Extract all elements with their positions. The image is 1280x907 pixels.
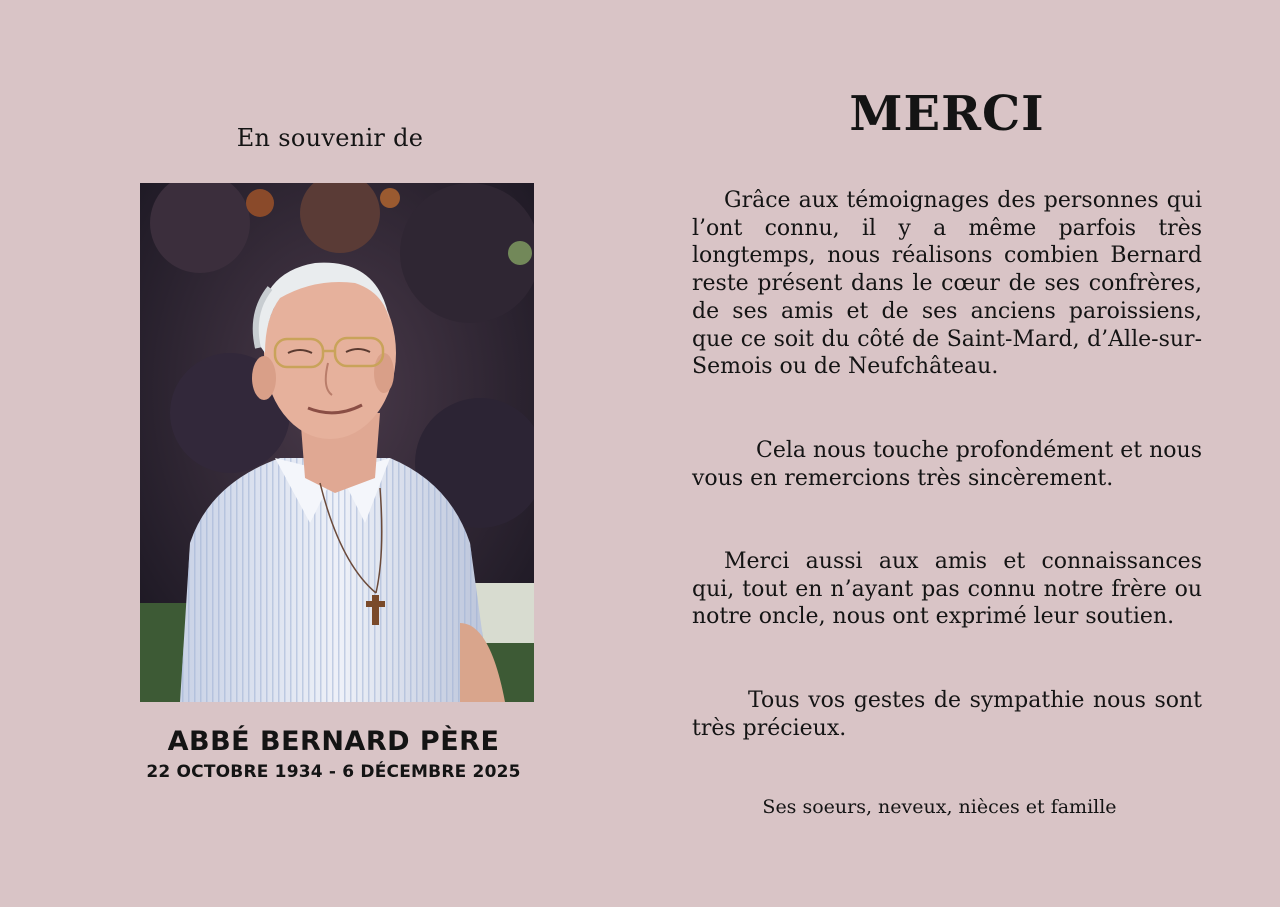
portrait-photo	[140, 183, 534, 702]
deceased-name: ABBÉ BERNARD PÈRE	[167, 726, 500, 757]
family-signature: Ses soeurs, neveux, nièces et famille	[762, 796, 1117, 818]
paragraph-sympathy: Tous vos gestes de sympathie nous sont très précieux.	[692, 688, 1202, 741]
paragraph-touched: Cela nous touche profondément et nous vous en remercions très sincèrement.	[692, 438, 1202, 491]
paragraph-testimonials: Grâce aux témoignages des personnes qui l’ont connu, il y a même parfois très longtemps, nous réalisons combien Bernard reste présent dans le cœur de ses confrères, de ses amis et de ses anciens paroissiens, que ce soit du côté de Saint-Mard, d’Alle-sur-Semois ou de Neufchâteau.	[692, 188, 1202, 380]
life-dates: 22 OCTOBRE 1934 - 6 DÉCEMBRE 2025	[146, 762, 521, 782]
thanks-title: MERCI	[849, 86, 1045, 142]
portrait-illustration	[140, 183, 534, 702]
intro-text: En souvenir de	[236, 124, 424, 152]
paragraph-friends: Merci aussi aux amis et connaissances qui, tout en n’ayant pas connu notre frère ou notre oncle, nous ont exprimé leur soutien.	[692, 549, 1202, 630]
